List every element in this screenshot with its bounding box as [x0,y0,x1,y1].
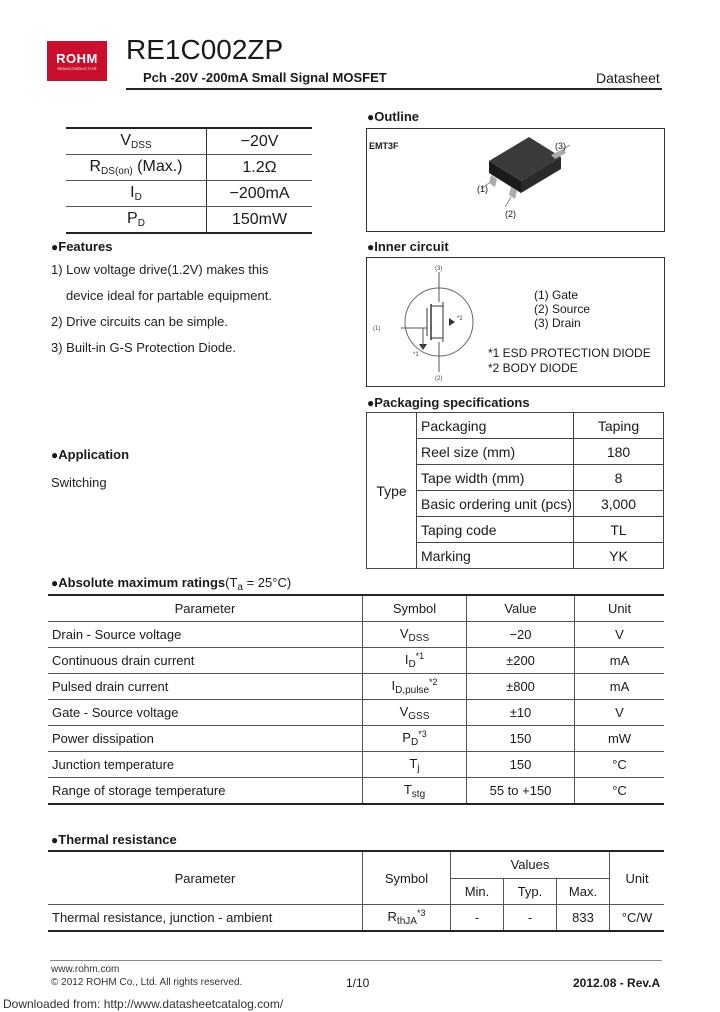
inner-circuit-box [366,257,665,387]
unit-cell: °C/W [610,905,665,932]
table-row [48,905,664,932]
feature-item: 3) Built-in G-S Protection Diode. [51,340,236,355]
value-cell: 150 [467,726,575,752]
packaging-label: Basic ordering unit (pcs) [417,491,574,517]
pin-source-label: (2) Source [534,302,591,316]
table-row [66,128,312,155]
circuit-note: *1 ESD PROTECTION DIODE [488,346,651,360]
bullet-icon: ● [367,110,375,124]
symbol-cell: $T_{stg}$ [363,778,467,805]
node-label: (2) [435,376,443,382]
spec-symbol: $I_D$ [66,181,207,207]
document-type: Datasheet [596,70,660,86]
thermal-heading: ●Thermal resistance [51,832,177,847]
packaging-value: 8 [574,465,664,491]
table-row [367,413,664,439]
spec-value: 150mW [207,207,313,234]
param-cell: Gate - Source voltage [48,700,363,726]
table-header-row [48,851,664,878]
unit-cell: mW [575,726,665,752]
unit-cell: mA [575,648,665,674]
table-row [66,207,312,234]
node-label: (1) [373,326,381,332]
param-cell: Range of storage temperature [48,778,363,805]
bullet-icon: ● [51,448,59,462]
page-number: 1/10 [346,976,370,990]
bullet-icon: ● [367,396,375,410]
column-header: Parameter [48,851,363,905]
packaging-heading: ●Packaging specifications [367,395,530,410]
date-revision: 2012.08 - Rev.A [573,976,661,990]
abs-max-heading: ●Absolute maximum $ratings(T_a = 25^\circ C)$ [51,575,292,593]
packaging-label: Packaging [417,413,574,439]
typ-cell: - [504,905,557,932]
column-header: Max. [557,878,610,905]
param-cell: Pulsed drain current [48,674,363,700]
abs-max-table [48,594,664,805]
table-row [48,622,664,648]
table-row [48,700,664,726]
abs-max-condition: $(T_a = 25^\circ C)$ [225,575,292,593]
column-header: Values [451,851,610,878]
circuit-note: *2 BODY DIODE [488,361,578,375]
column-header: Symbol [363,851,451,905]
pin-drain-label: (3) Drain [534,316,581,330]
table-row [48,726,664,752]
max-cell: 833 [557,905,610,932]
key-specs-table [66,127,312,234]
column-header: Symbol [363,595,467,622]
unit-cell: °C [575,778,665,805]
column-header: Value [467,595,575,622]
product-subtitle: Pch -20V -200mA Small Signal MOSFET [143,70,387,85]
symbol-cell: $V_{GSS}$ [363,700,467,726]
symbol-cell: $R_{thJA}^{*3}$ [363,905,451,932]
spec-symbol: $R_{DS(on)}$ (Max.) [66,155,207,181]
pin-gate-label: (1) Gate [534,288,579,302]
param-cell: Thermal resistance, junction - ambient [48,905,363,932]
spec-value: −200mA [207,181,313,207]
table-row [48,674,664,700]
table-row [48,648,664,674]
download-link[interactable]: Downloaded from: http://www.datasheetcatalog.com/ [3,997,284,1011]
value-cell: −20 [467,622,575,648]
param-cell: Power dissipation [48,726,363,752]
value-cell: 55 to +150 [467,778,575,805]
min-cell: - [451,905,504,932]
column-header: Unit [575,595,665,622]
bullet-icon: ● [367,240,375,254]
unit-cell: mA [575,674,665,700]
packaging-label: Tape width (mm) [417,465,574,491]
rohm-logo [47,41,107,81]
packaging-label: Reel size (mm) [417,439,574,465]
header-rule [126,88,662,90]
footer-url[interactable]: www.rohm.com [51,964,120,975]
bullet-icon: ● [51,833,59,847]
table-row [48,752,664,778]
table-row [66,181,312,207]
node-label: *1 [413,352,419,358]
packaging-value: TL [574,517,664,543]
table-header-row [48,595,664,622]
footer-rule [50,960,662,961]
param-cell: Junction temperature [48,752,363,778]
packaging-value: YK [574,543,664,569]
packaging-value: 180 [574,439,664,465]
spec-value: −20V [207,128,313,155]
mosfet-symbol [373,262,483,382]
packaging-label: Marking [417,543,574,569]
spec-value: 1.2Ω [207,155,313,181]
symbol-cell: $I_{D,pulse}^{*2}$ [363,674,467,700]
part-number: RE1C002ZP [126,34,284,65]
column-header: Min. [451,878,504,905]
unit-cell: V [575,700,665,726]
symbol-cell: $V_{DSS}$ [363,622,467,648]
pin-label: (2) [505,209,516,219]
bullet-icon: ● [51,576,59,590]
symbol-cell: $P_D^{*3}$ [363,726,467,752]
logo-subtext: SEMICONDUCTOR [57,65,97,71]
param-cell: Continuous drain current [48,648,363,674]
packaging-label: Taping code [417,517,574,543]
packaging-value: Taping [574,413,664,439]
node-label: *2 [457,316,463,322]
node-label: (3) [435,266,443,272]
feature-item: 1) Low voltage drive(1.2V) makes this [51,262,269,277]
inner-circuit-heading: ●Inner circuit [367,239,449,254]
application-heading: ●Application [51,447,130,462]
column-header: Unit [610,851,665,905]
outline-box [366,128,665,232]
unit-cell: °C [575,752,665,778]
value-cell: ±10 [467,700,575,726]
column-header: Parameter [48,595,363,622]
application-text: Switching [51,475,107,490]
value-cell: ±800 [467,674,575,700]
logo-text: ROHM [56,50,98,66]
unit-cell: V [575,622,665,648]
value-cell: ±200 [467,648,575,674]
type-cell: Type [367,413,417,569]
footer-copyright: © 2012 ROHM Co., Ltd. All rights reserved. [51,977,243,988]
table-row [48,778,664,805]
package-name: EMT3F [369,141,399,151]
packaging-table [366,412,664,569]
feature-item: device ideal for partable equipment. [66,288,272,303]
pin-label: (1) [477,184,488,194]
outline-heading: ●Outline [367,109,420,124]
feature-item: 2) Drive circuits can be simple. [51,314,228,329]
features-heading: ●Features [51,239,113,254]
thermal-table [48,850,664,932]
column-header: Typ. [504,878,557,905]
param-cell: Drain - Source voltage [48,622,363,648]
symbol-cell: $T_j$ [363,752,467,778]
table-row [66,155,312,181]
pin-label: (3) [555,141,566,151]
bullet-icon: ● [51,240,59,254]
symbol-cell: $I_D^{*1}$ [363,648,467,674]
packaging-value: 3,000 [574,491,664,517]
spec-symbol: $P_D$ [66,207,207,234]
spec-symbol: $V_{DSS}$ [66,128,207,155]
value-cell: 150 [467,752,575,778]
